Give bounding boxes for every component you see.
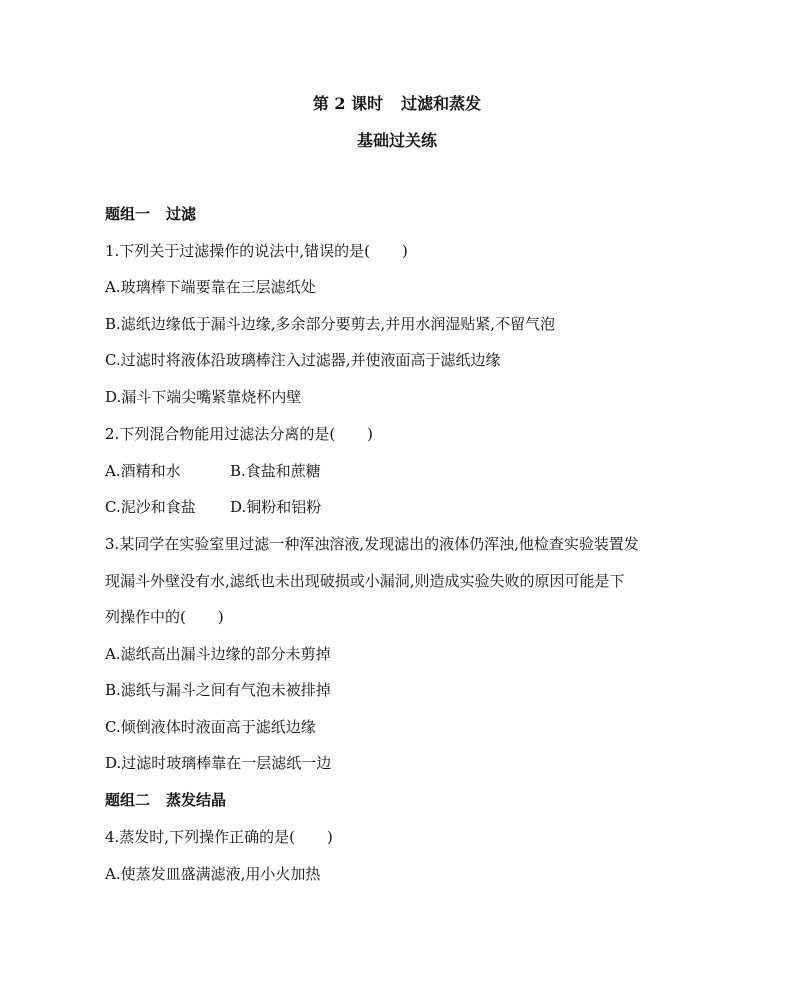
page-title [0, 94, 794, 114]
question-3-option-d: D.过滤时玻璃棒靠在一层滤纸一边 [105, 754, 332, 772]
close-paren: ) [217, 608, 224, 626]
subtitle-text: 基础过关练 [356, 131, 437, 150]
question-text: 2.下列混合物能用过滤法分离的是( [105, 425, 336, 443]
question-3-option-b: B.滤纸与漏斗之间有气泡未被排掉 [105, 681, 331, 699]
question-3-stem-line-2: 现漏斗外壁没有水,滤纸也未出现破损或小漏洞,则造成实验失败的原因可能是下 [105, 572, 625, 590]
question-1-stem [105, 241, 725, 261]
close-paren: ) [401, 242, 408, 260]
question-text: 列操作中的( [105, 608, 186, 626]
question-1-option-b: B.滤纸边缘低于漏斗边缘,多余部分要剪去,并用水润湿贴紧,不留气泡 [105, 315, 556, 333]
lesson-topic: 过滤和蒸发 [401, 94, 482, 113]
lesson-number: 第 2 课时 [312, 94, 384, 113]
question-1-option-d: D.漏斗下端尖嘴紧靠烧杯内壁 [105, 388, 302, 406]
question-2-option-b: B.食盐和蔗糖 [230, 462, 321, 480]
question-2-option-c: C.泥沙和食盐 [105, 498, 196, 516]
question-4-stem [105, 827, 725, 847]
question-text: 1.下列关于过滤操作的说法中,错误的是( [105, 242, 370, 260]
question-2-option-a: A.酒精和水 [105, 462, 181, 480]
group-label: 题组二 [105, 791, 151, 809]
question-3-stem-line-1: 3.某同学在实验室里过滤一种浑浊溶液,发现滤出的液体仍浑浊,他检查实验装置发 [105, 535, 639, 553]
group-name: 蒸发结晶 [166, 791, 227, 809]
question-text: 4.蒸发时,下列操作正确的是( [105, 828, 295, 846]
close-paren: ) [326, 828, 333, 846]
page-subtitle [0, 131, 794, 151]
group-label: 题组一 [105, 205, 151, 223]
question-2-option-d: D.铜粉和铝粉 [230, 498, 322, 516]
question-2-options-row-1 [105, 461, 725, 481]
question-3-option-c: C.倾倒液体时液面高于滤纸边缘 [105, 718, 316, 736]
question-4-option-a: A.使蒸发皿盛满滤液,用小火加热 [105, 865, 321, 883]
question-3-stem-line-3 [105, 607, 725, 627]
group-heading-1 [105, 204, 725, 224]
group-heading-2 [105, 790, 725, 810]
question-2-stem [105, 424, 725, 444]
group-name: 过滤 [166, 205, 197, 223]
question-3-option-a: A.滤纸高出漏斗边缘的部分未剪掉 [105, 645, 331, 663]
question-1-option-c: C.过滤时将液体沿玻璃棒注入过滤器,并使液面高于滤纸边缘 [105, 351, 501, 369]
close-paren: ) [367, 425, 374, 443]
question-1-option-a: A.玻璃棒下端要靠在三层滤纸处 [105, 278, 316, 296]
question-2-options-row-2 [105, 497, 725, 517]
